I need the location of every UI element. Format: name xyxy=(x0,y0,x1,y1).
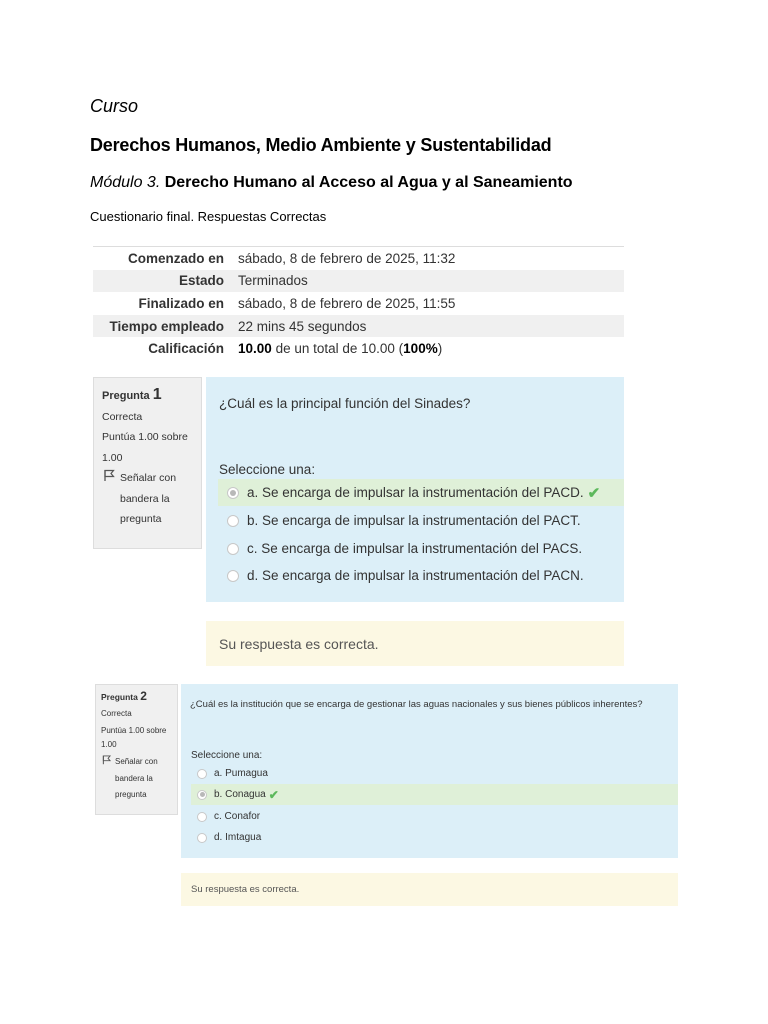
question-1-info xyxy=(93,377,202,549)
radio-icon[interactable] xyxy=(227,515,239,527)
answer-prompt: Seleccione una: xyxy=(191,750,263,761)
answer-option-a[interactable] xyxy=(191,763,678,784)
radio-icon[interactable] xyxy=(227,543,239,555)
question-state: Correcta xyxy=(102,410,143,423)
module-prefix: Módulo 3. xyxy=(90,174,161,191)
question-number xyxy=(102,385,193,407)
answer-option-b[interactable] xyxy=(218,507,624,534)
summary-label: Calificación xyxy=(148,341,224,357)
question-2-content xyxy=(181,684,678,858)
radio-icon[interactable] xyxy=(197,769,207,779)
answer-prompt: Seleccione una: xyxy=(219,462,316,477)
option-label: c. Conafor xyxy=(214,811,261,822)
option-label: b. Conagua xyxy=(214,789,266,800)
document-subtitle: Cuestionario final. Respuestas Correctas xyxy=(90,209,327,224)
radio-icon[interactable] xyxy=(197,812,207,822)
answer-option-c[interactable] xyxy=(191,806,678,827)
summary-value: 22 mins 45 segundos xyxy=(238,318,367,334)
answer-option-d[interactable] xyxy=(191,827,678,848)
summary-value: sábado, 8 de febrero de 2025, 11:55 xyxy=(238,295,456,311)
grade-score: 10.00 xyxy=(238,341,272,357)
question-mark: Puntúa 1.00 sobre 1.00 xyxy=(102,431,188,464)
flag-icon xyxy=(102,468,116,530)
document-kicker: Curso xyxy=(90,96,139,116)
summary-grade-value: 10.00 de un total de 10.00 (100%) xyxy=(238,341,443,357)
summary-label: Estado xyxy=(178,273,224,289)
question-1-feedback: Su respuesta es correcta. xyxy=(206,621,624,666)
option-label: d. Se encarga de impulsar la instrumentación del PACN. xyxy=(247,568,584,583)
module-title: Derecho Humano al Acceso al Agua y al Saneamiento xyxy=(164,174,573,191)
radio-icon[interactable] xyxy=(197,790,207,800)
grade-percent: 100% xyxy=(403,341,438,357)
summary-row-time xyxy=(93,315,624,338)
flag-question-toggle[interactable] xyxy=(101,754,172,804)
summary-label: Comenzado en xyxy=(127,250,224,266)
flag-question-toggle[interactable] xyxy=(102,468,193,530)
module-heading xyxy=(90,174,573,192)
question-state: Correcta xyxy=(101,708,132,718)
question-label: Pregunta xyxy=(102,390,150,402)
grade-total: de un total de 10.00 xyxy=(275,341,395,357)
course-title: Derechos Humanos, Medio Ambiente y Sustentabilidad xyxy=(90,135,552,155)
summary-label: Finalizado en xyxy=(138,295,224,311)
summary-label: Tiempo empleado xyxy=(109,318,224,334)
question-label: Pregunta xyxy=(101,692,138,702)
question-number-value: 1 xyxy=(152,386,162,403)
question-number-value: 2 xyxy=(140,689,147,703)
summary-value: Terminados xyxy=(238,273,308,289)
answer-option-c[interactable] xyxy=(218,535,624,562)
option-label: c. Se encarga de impulsar la instrumentación del PACS. xyxy=(247,541,583,556)
check-icon: ✔ xyxy=(268,787,279,802)
question-number xyxy=(101,688,172,706)
attempt-summary-table xyxy=(93,246,624,360)
radio-icon[interactable] xyxy=(197,833,207,843)
answer-option-a[interactable] xyxy=(218,479,624,506)
flag-label: Señalar con bandera la pregunta xyxy=(120,472,177,525)
option-label: a. Se encarga de impulsar la instrumentación del PACD. xyxy=(247,485,584,500)
option-label: a. Pumagua xyxy=(214,768,268,779)
summary-row-started xyxy=(93,247,624,270)
flag-label: Señalar con bandera la pregunta xyxy=(115,757,158,799)
summary-row-finished xyxy=(93,292,624,315)
radio-icon[interactable] xyxy=(227,487,239,499)
option-label: b. Se encarga de impulsar la instrumentación del PACT. xyxy=(247,513,581,528)
summary-row-grade xyxy=(93,337,624,360)
summary-row-state xyxy=(93,270,624,293)
summary-value: sábado, 8 de febrero de 2025, 11:32 xyxy=(238,250,456,266)
question-text: ¿Cuál es la principal función del Sinades? xyxy=(219,396,471,411)
question-2-info xyxy=(95,684,178,815)
question-2-feedback: Su respuesta es correcta. xyxy=(181,873,678,906)
option-label: d. Imtagua xyxy=(214,832,262,843)
answer-option-b[interactable] xyxy=(191,784,678,805)
radio-icon[interactable] xyxy=(227,570,239,582)
question-text: ¿Cuál es la institución que se encarga de gestionar las aguas nacionales y sus bienes públicos inherentes? xyxy=(190,699,643,710)
question-1-content xyxy=(206,377,624,602)
question-mark: Puntúa 1.00 sobre 1.00 xyxy=(101,726,167,749)
check-icon: ✔ xyxy=(587,484,601,502)
flag-icon xyxy=(101,754,112,804)
answer-option-d[interactable] xyxy=(218,562,624,589)
